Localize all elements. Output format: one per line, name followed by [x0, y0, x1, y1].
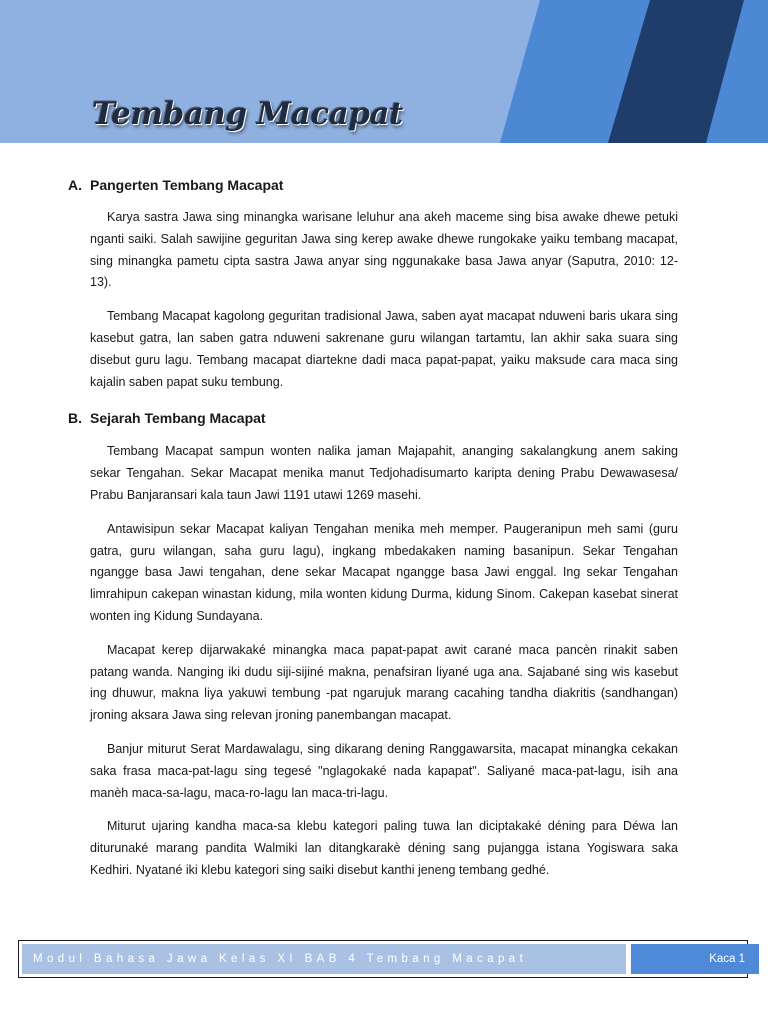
paragraph: Macapat kerep dijarwakaké minangka maca papat-papat awit carané maca pancèn rinakit saben patang wanda. Nanging iki dudu siji-sijiné makna, penafsiran liyané uga ana. Sajabané sing wis kasebut ing dhuwur, makna liya yakuwi tembung -pat ngarujuk marang cacahing tandha diakritis (sandhangan) jroning aksara Jawa sing relevan jroning panembangan macapat. — [90, 642, 678, 723]
page-footer — [18, 940, 748, 978]
document-body — [68, 172, 678, 894]
footer-page-number: Kaca 1 — [631, 944, 759, 974]
section-a-letter: A. — [68, 177, 82, 193]
paragraph: Tembang Macapat sampun wonten nalika jaman Majapahit, ananging sakalangkung anem saking sekar Tengahan. Sekar Macapat menika manut Tedjohadisumarto karipta dening Prabu Dewawasesa/ Prabu Banjaransari kala taun Jawi 1191 utawi 1269 masehi. — [90, 444, 678, 502]
page-title: Tembang Macapat — [92, 96, 403, 132]
section-b-letter: B. — [68, 410, 82, 427]
page-header — [0, 0, 768, 143]
paragraph: Tembang Macapat kagolong geguritan tradisional Jawa, saben ayat macapat nduweni baris ukara sing kasebut gatra, lan saben gatra nduweni sakrenane guru wilangan tartamtu, lan akhir saka suara sing disebut guru lagu. Tembang macapat diartekne dadi maca papat-papat, yaiku maksude cara maca sing kajalin saben papat suku tembung. — [90, 309, 678, 389]
paragraph: Banjur miturut Serat Mardawalagu, sing dikarang dening Ranggawarsita, macapat minangka cekakan saka frasa maca-pat-lagu sing tegesé "nglagokaké nada kapapat". Saliyané maca-pat-lagu, isih ana manèh maca-sa-lagu, maca-ro-lagu lan maca-tri-lagu. — [90, 741, 678, 800]
section-b-heading — [68, 405, 678, 431]
paragraph: Miturut ujaring kandha maca-sa klebu kategori paling tuwa lan diciptakaké déning para Déwa lan diturunaké marang pandita Walmiki lan ditangkarakè déning sang pujangga istana Yogiswara saka Kedhiri. Nyatané iki klebu kategori sing saiki disebut kanthi jeneng tembang gedhé. — [90, 819, 678, 877]
paragraph: Antawisipun sekar Macapat kaliyan Tengahan menika meh memper. Paugeranipun meh sami (guru gatra, guru wilangan, saha guru lagu), ingkang mbedakaken naming basanipun. Sekar Tengahan ngangge basa Jawi tengahan, dene sekar Macapat ngangge basa Jawi enggal. Ing sekar Tengahan limrahipun cakepan winastan kidung, mila wonten kidung Durma, kidung Sinom. Cakepan kasebat sinerat wonten ing Kidung Sundayana. — [90, 521, 678, 623]
footer-module-title: Modul Bahasa Jawa Kelas XI BAB 4 Tembang Macapat — [22, 944, 626, 974]
section-a-heading — [68, 172, 678, 198]
section-a-title: Pangerten Tembang Macapat — [90, 177, 284, 193]
section-b-title: Sejarah Tembang Macapat — [90, 410, 266, 427]
paragraph: Karya sastra Jawa sing minangka warisane leluhur ana akeh maceme sing bisa awake dhewe petuki nganti saiki. Salah sawijine geguritan Jawa sing kerep awake dhewe rungokake yaiku tembang macapat, sing minangka pametu cipta sastra Jawa anyar sing nggunakake basa Jawa anyar (Saputra, 2010: 12-13). — [90, 210, 678, 290]
